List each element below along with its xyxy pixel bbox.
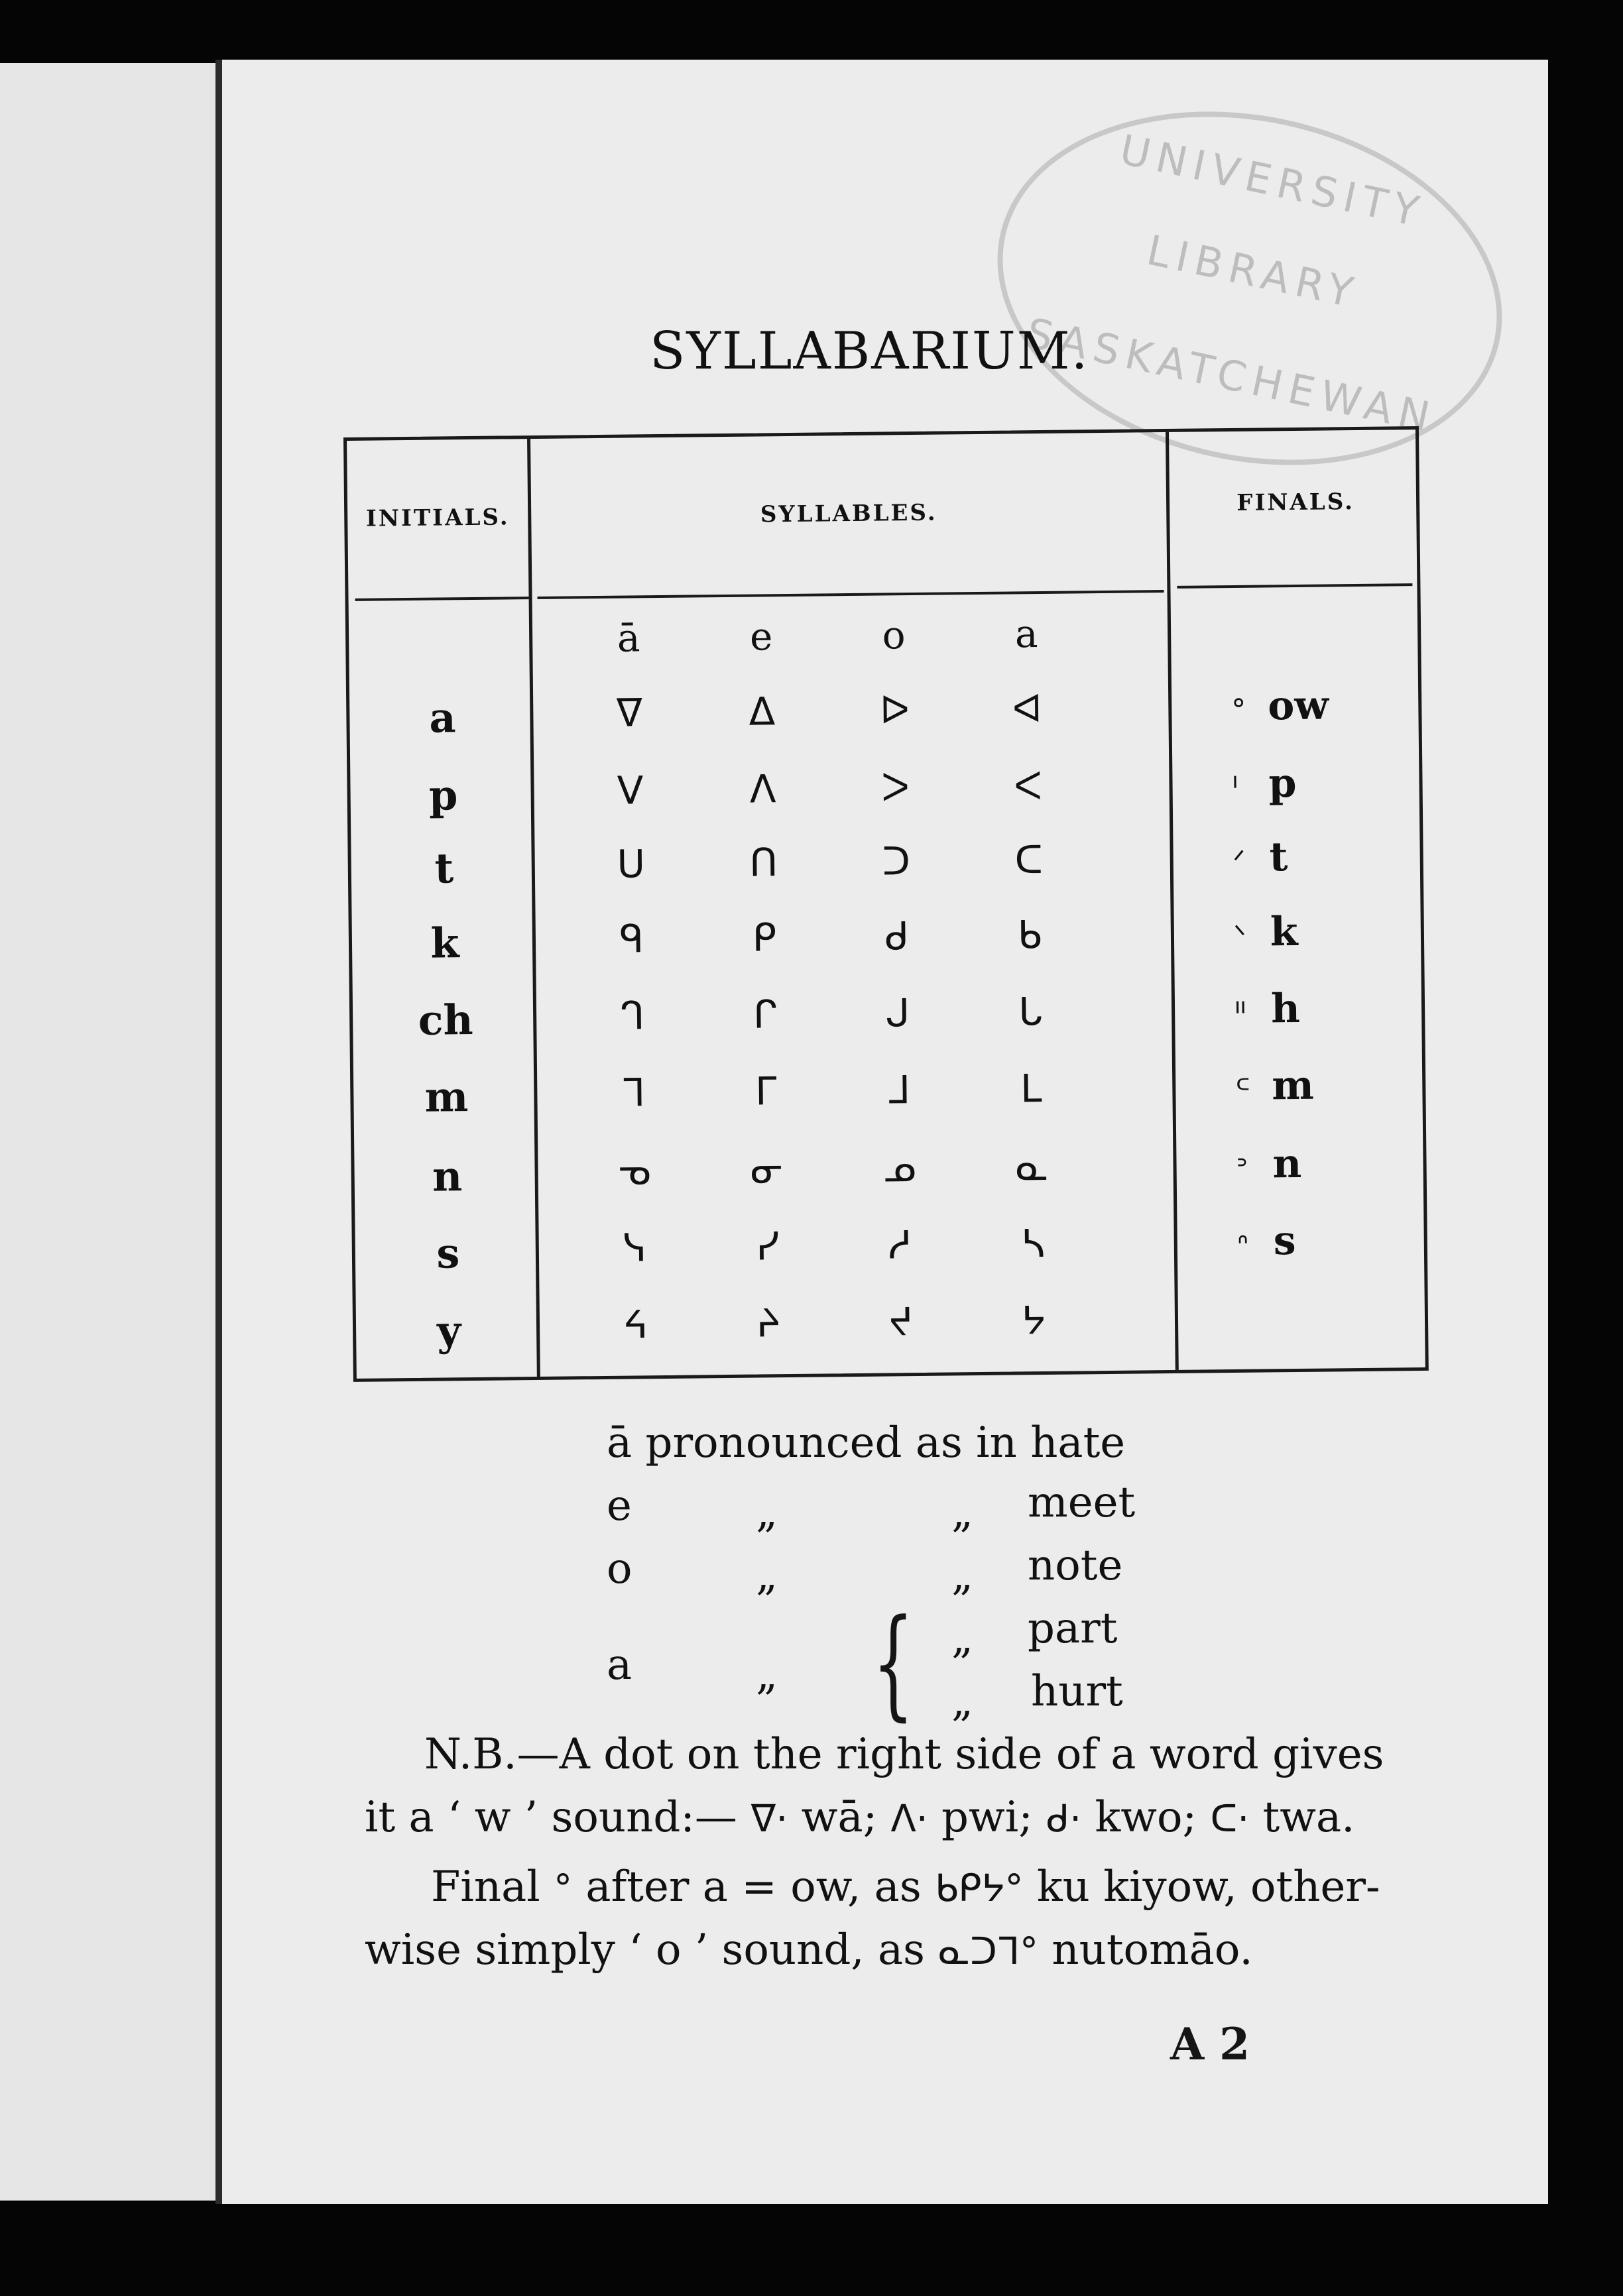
nb-text: wā; <box>788 1793 891 1842</box>
initial-a: a <box>428 693 456 742</box>
vowel-a: a <box>1014 611 1038 657</box>
syllable-cell: ᔨ <box>756 1300 781 1346</box>
final-mark: ᐣ <box>1236 1151 1248 1185</box>
nb-text: pwi; <box>928 1793 1047 1842</box>
syllable-cell: ᑲ <box>1017 912 1042 958</box>
syllable-cell: ᑐ <box>882 838 911 884</box>
initial-p: p <box>428 771 458 820</box>
page-title: SYLLABARIUM. <box>650 321 1089 381</box>
ditto-mark: „ <box>951 1677 974 1726</box>
initial-y: y <box>436 1306 461 1355</box>
final-label: k <box>1270 908 1298 956</box>
syllable-cell: ᒧ <box>886 1067 911 1113</box>
syllable-cell: ᔦ <box>623 1302 648 1348</box>
nb-text: ku kiyow, other- <box>1023 1863 1380 1912</box>
final-m <box>1235 1058 1408 1117</box>
vowel-e: e <box>749 614 773 660</box>
vowel-letter: ā <box>607 1418 632 1467</box>
syllable-cell: ᒪ <box>1020 1066 1042 1112</box>
syllable-cell: ᐸ <box>1014 763 1043 809</box>
final-label: n <box>1272 1140 1302 1188</box>
table-divider-right <box>1166 432 1179 1370</box>
final-p <box>1232 756 1405 815</box>
final-mark: ᐢ <box>1236 1228 1249 1262</box>
vowel-o: o <box>882 612 906 658</box>
example-word: meet <box>1028 1478 1136 1527</box>
letter: o <box>607 1544 632 1593</box>
final-label: p <box>1268 760 1297 807</box>
final-label: t <box>1269 834 1288 881</box>
final-label: ow <box>1267 682 1329 730</box>
syllabarium-table <box>343 426 1429 1382</box>
syllable-cell: ᑫ <box>619 916 644 962</box>
curly-brace: { <box>872 1594 914 1733</box>
syllabic-example: ᑲᑭᔭ° <box>935 1867 1024 1910</box>
final-n <box>1236 1136 1409 1195</box>
nb-line-1: N.B.—A dot on the right side of a word gives <box>424 1730 1384 1779</box>
syllabic-example: ° <box>554 1867 573 1910</box>
initial-ch: ch <box>418 996 473 1045</box>
initial-s: s <box>436 1229 460 1278</box>
nb-line-3 <box>431 1863 1380 1912</box>
final-label: h <box>1270 985 1301 1033</box>
syllable-cell: ᒣ <box>621 1070 646 1116</box>
final-ow <box>1231 678 1404 737</box>
page-number: A 2 <box>1170 2018 1250 2070</box>
syllable-cell: ᒐ <box>1018 989 1043 1035</box>
nb-text: nutomāo. <box>1038 1925 1253 1975</box>
ditto-mark: „ <box>951 1488 974 1537</box>
initial-t: t <box>434 844 454 893</box>
syllable-cell: ᐃ <box>749 689 776 734</box>
syllabic-example: ᐁ· <box>751 1798 788 1841</box>
left-page <box>0 63 219 2201</box>
ditto-mark: „ <box>756 1488 778 1537</box>
syllable-cell: ᓴ <box>1020 1220 1045 1267</box>
final-h <box>1234 981 1408 1040</box>
syllable-cell: ᐳ <box>881 765 910 811</box>
syllable-cell: ᔭ <box>1021 1297 1046 1344</box>
header-syllables: SYLLABLES. <box>760 499 937 528</box>
nb-text: it a ‘ w ’ sound:— <box>365 1793 751 1842</box>
final-s <box>1236 1213 1410 1272</box>
final-mark: ° <box>1231 693 1246 727</box>
stamp-line-3: SASKATCHEWAN <box>1022 308 1441 443</box>
syllable-cell: ᑯ <box>884 913 910 959</box>
example-word: part <box>1028 1604 1118 1653</box>
ditto-mark: „ <box>756 1650 778 1699</box>
pronunciation-line-1 <box>607 1418 1125 1467</box>
initial-n: n <box>432 1152 463 1201</box>
syllable-cell: ᓀ <box>617 1148 651 1194</box>
syllable-cell: ᒋ <box>752 992 778 1037</box>
syllable-cell: ᓂ <box>750 1147 784 1192</box>
syllable-cell: ᓯ <box>755 1224 780 1269</box>
final-mark: ᐠ <box>1233 919 1246 953</box>
final-mark: ᐦ <box>1234 996 1246 1030</box>
vowel-a-long: ā <box>617 615 640 661</box>
nb-line-4 <box>365 1925 1253 1975</box>
header-rule-syllables <box>538 590 1164 599</box>
syllable-cell: ᑎ <box>749 840 778 886</box>
syllable-cell: ᔪ <box>888 1299 914 1345</box>
example-word: note <box>1028 1541 1123 1590</box>
header-initials: INITIALS. <box>365 504 510 532</box>
syllable-cell: ᐱ <box>749 766 776 812</box>
syllable-cell: ᒍ <box>885 990 910 1036</box>
nb-line-2 <box>365 1793 1354 1842</box>
syllable-cell: ᓭ <box>623 1225 647 1271</box>
syllabic-example: ᑕ· <box>1210 1798 1250 1841</box>
final-mark: ᒼ <box>1235 1072 1251 1107</box>
nb-text: twa. <box>1249 1793 1355 1842</box>
ditto-mark: „ <box>756 1551 778 1600</box>
initial-k: k <box>430 919 459 968</box>
nb-text: wise simply ‘ o ’ sound, as <box>365 1925 939 1975</box>
pronunciation-text: pronounced as in hate <box>645 1418 1126 1467</box>
syllable-cell: ᐊ <box>1012 685 1042 732</box>
ditto-mark: „ <box>951 1614 974 1663</box>
syllable-cell: ᓇ <box>1015 1143 1049 1190</box>
syllabic-example: ᓇᑐᒣ° <box>938 1930 1039 1973</box>
final-mark: ᐟ <box>1232 844 1246 878</box>
final-label: s <box>1273 1218 1296 1265</box>
syllable-cell: ᑕ <box>1014 836 1044 883</box>
nb-text: kwo; <box>1081 1793 1211 1842</box>
syllable-cell: ᒉ <box>620 993 645 1039</box>
syllable-cell: ᒥ <box>754 1068 777 1114</box>
ditto-mark: „ <box>951 1551 974 1600</box>
letter: a <box>607 1640 632 1690</box>
header-rule-initials <box>355 597 529 601</box>
header-finals: FINALS. <box>1236 488 1355 516</box>
example-word: hurt <box>1031 1667 1123 1716</box>
syllable-cell: ᓄ <box>882 1145 916 1191</box>
syllable-cell: ᐯ <box>617 768 644 813</box>
table-divider-left <box>527 439 540 1377</box>
syllable-cell: ᐅ <box>879 687 910 733</box>
stamp-line-2: LIBRARY <box>1142 225 1364 318</box>
syllable-cell: ᓱ <box>888 1222 912 1268</box>
letter: e <box>607 1481 632 1530</box>
syllable-cell: ᑭ <box>752 915 777 960</box>
initial-m: m <box>424 1072 469 1121</box>
stamp-line-1: UNIVERSITY <box>1115 125 1429 237</box>
syllable-cell: ᑌ <box>617 841 646 887</box>
syllable-cell: ᐁ <box>616 690 643 736</box>
final-k <box>1233 904 1406 963</box>
nb-text: after a = ow, as <box>572 1863 935 1912</box>
final-t <box>1232 829 1406 888</box>
syllabic-example: ᑯ· <box>1046 1798 1082 1841</box>
header-rule-finals <box>1177 583 1412 589</box>
syllabic-example: ᐱ· <box>890 1798 928 1841</box>
final-mark: ᑊ <box>1232 770 1238 805</box>
nb-text: Final <box>431 1863 554 1912</box>
final-label: m <box>1271 1062 1315 1110</box>
